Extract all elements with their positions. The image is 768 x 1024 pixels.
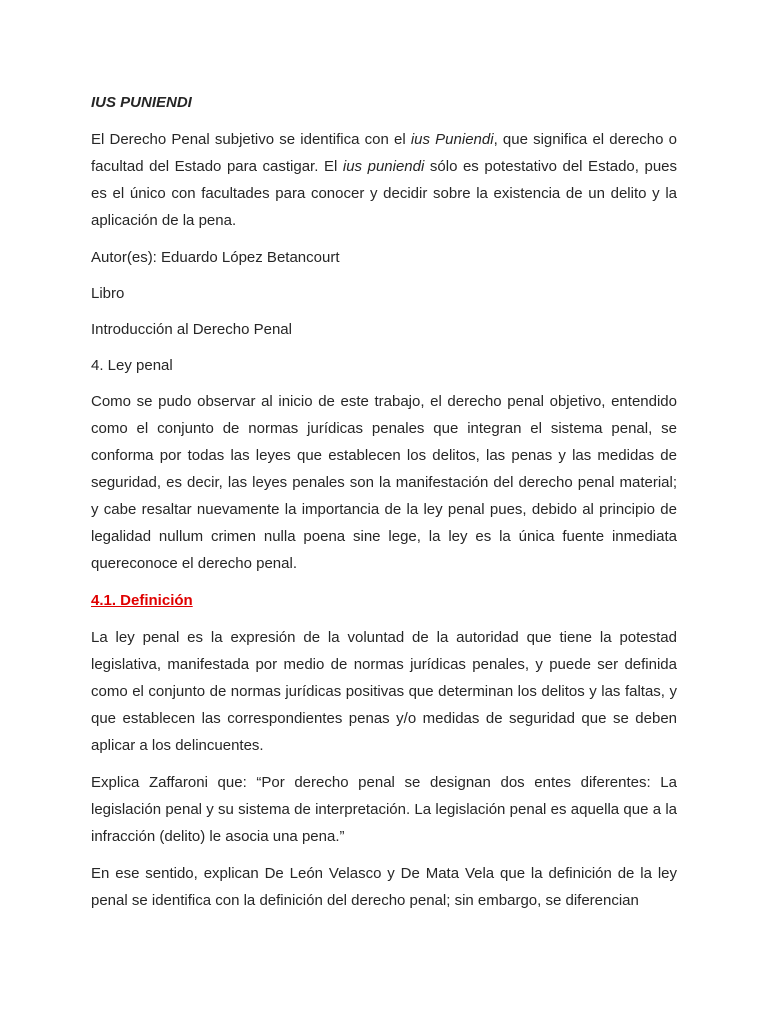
paragraph-ius-puniendi (91, 126, 677, 234)
paragraph-definicion: La ley penal es la expresión de la voluntad de la autoridad que tiene la potestad legislativa, manifestada por medio de normas jurídicas penales, y puede ser definida como el conjunto de normas jurídicas positivas que determinan los delitos y las faltas, y que establecen las correspondientes penas y/o medidas de seguridad que se deben aplicar a los delincuentes. (91, 629, 677, 754)
document-title: IUS PUNIENDI (91, 94, 192, 111)
book-title: Introducción al Derecho Penal (91, 321, 292, 338)
italic-term: ius Puniendi (410, 131, 494, 148)
italic-term: ius puniendi (342, 158, 425, 175)
section-heading-definicion: 4.1. Definición (91, 592, 193, 609)
paragraph-ley-penal: Como se pudo observar al inicio de este trabajo, el derecho penal objetivo, entendido como el conjunto de normas jurídicas penales que integran el sistema penal, se conforma por todas las leyes que establecen los delitos, las penas y las medidas de seguridad, es decir, las leyes penales son la manifestación del derecho penal material; y cabe resaltar nuevamente la importancia de la ley penal pues, debido al principio de legalidad nullum crimen nulla poena sine lege, la ley es la única fuente inmediata quereconoce el derecho penal. (91, 393, 677, 572)
text-span: , que significa el derecho o facultad del Estado para castigar. El (91, 131, 677, 175)
libro-label: Libro (91, 285, 125, 302)
author-line: Autor(es): Eduardo López Betancourt (91, 249, 340, 266)
text-span: El Derecho Penal subjetivo se identifica con el (91, 131, 411, 148)
paragraph-de-leon: En ese sentido, explican De León Velasco y De Mata Vela que la definición de la ley penal se identifica con la definición del derecho penal; sin embargo, se diferencian (91, 865, 677, 909)
section-heading-ley-penal: 4. Ley penal (91, 357, 173, 374)
paragraph-zaffaroni: Explica Zaffaroni que: “Por derecho penal se designan dos entes diferentes: La legislación penal y su sistema de interpretación. La legislación penal es aquella que a la infracción (delito) le asocia una pena.” (91, 774, 677, 845)
text-span: sólo es potestativo del Estado, pues es el único con facultades para conocer y decidir sobre la existencia de un delito y la aplicación de la pena. (91, 158, 678, 229)
